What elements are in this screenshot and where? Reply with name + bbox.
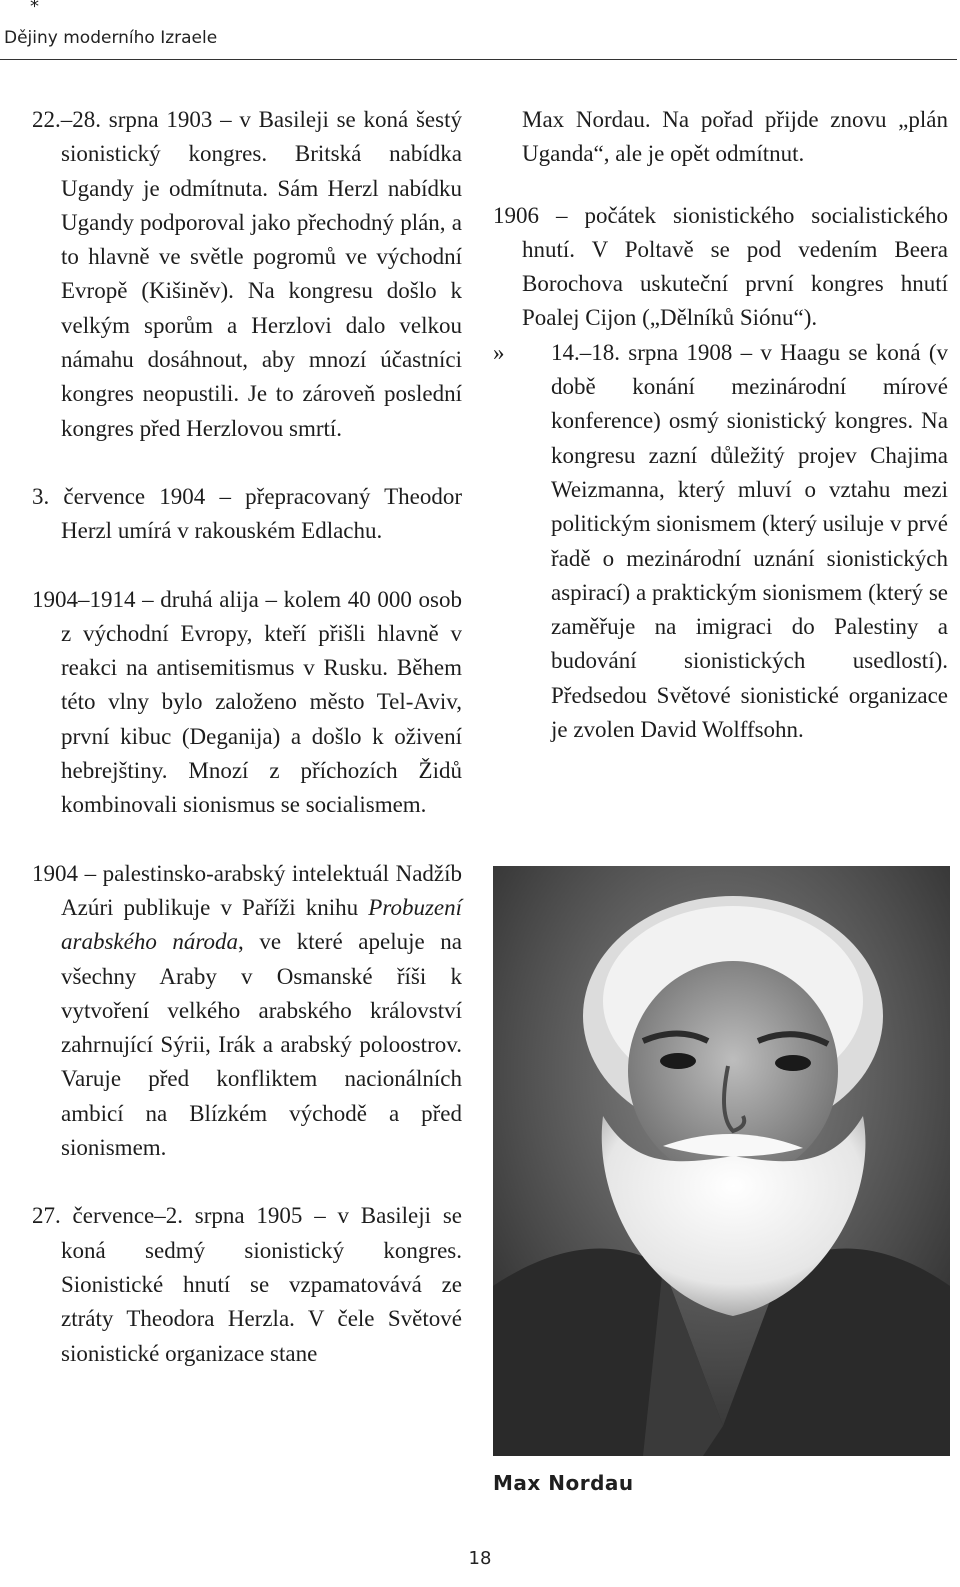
- entry-1904-azuri-text-a: 1904 – palestinsko-arabský intelektuál Nadžíb Azúri publikuje v Paříži knihu: [32, 860, 462, 920]
- entry-1903-congress: 22.–28. srpna 1903 – v Basileji se koná šestý sionistický kongres. Britská nabídka Ugandy je odmítnuta. Sám Herzl nabídku Ugandy podporoval jako přechodný plán, a to hlavně ve světle pogromů ve východní Evropě (Kišiněv). Na kongresu došlo k velkým sporům a Herzlovi dalo velkou námahu dosáhnout, aby mnozí účastníci kongres neopustili. Je to zároveň poslední kongres před Herzlovou smrtí.: [32, 107, 462, 441]
- entry-1908-congress: [493, 336, 948, 748]
- entry-1904-azuri-text-b: , ve které apeluje na všechny Araby v Osmanské říši k vytvoření velkého arabského království zahrnující Sýrii, Irák a arabský poloostrov. Varuje před konfliktem nacionálních ambicí na Blízkém východě a před sionismem.: [61, 929, 462, 1161]
- portrait-photo: [493, 866, 950, 1456]
- running-header-title: Dějiny moderního Izraele: [4, 28, 218, 48]
- photo-caption: Max Nordau: [493, 1471, 634, 1495]
- bullet-marker: »: [493, 339, 505, 365]
- entry-second-aliyah: 1904–1914 – druhá alija – kolem 40 000 osob z východní Evropy, kteří přišli hlavně v reakci na antisemitismus v Rusku. Během této vlny bylo založeno město Tel-Aviv, první kibuc (Deganija) a došlo k oživení hebrejštiny. Mnozí z příchozích Židů kombinovali sionismus se socialismem.: [32, 586, 462, 818]
- entry-1905-continuation: Max Nordau. Na pořad přijde znovu „plán Uganda“, ale je opět odmítnut.: [522, 107, 948, 167]
- entry-1904-azuri: [32, 857, 462, 1166]
- entry-1908-text: 14.–18. srpna 1908 – v Haagu se koná (v době konání mezinárodní mírové konference) osmý sionistický kongres. Na kongresu zazní důležitý projev Chajima Weizmanna, který mluví o vztahu mezi politickým sionismem (který usiluje v prvé řadě o mezinárodní uznání sionistických aspirací) a praktickým sionismem (který se zaměřuje na imigraci do Palestiny a budování sionistických usedlostí). Předsedou Světové sionistické organizace je zvolen David Wolffsohn.: [551, 339, 948, 743]
- entry-1905-congress: 27. července–2. srpna 1905 – v Basileji se koná sedmý sionistický kongres. Sionistické hnutí se vzpamatovává ze ztráty Theodora Herzla. V čele Světové sionistické organizace stane: [32, 1203, 462, 1366]
- header-rule: [0, 59, 957, 60]
- right-column: [493, 103, 948, 747]
- header-marker: *: [30, 0, 39, 17]
- left-column: [32, 103, 462, 1371]
- entry-1904-herzl-death: 3. července 1904 – přepracovaný Theodor Herzl umírá v rakouském Edlachu.: [32, 483, 462, 544]
- portrait-image: [493, 866, 950, 1456]
- page-number: 18: [468, 1548, 492, 1569]
- entry-1906-poalej-cijon: 1906 – počátek sionistického socialistického hnutí. V Poltavě se pod vedením Beera Borochova uskuteční první kongres hnutí Poalej Cijon („Dělníků Siónu“).: [493, 202, 948, 331]
- book-title: Probuzení arabského národa: [61, 894, 462, 955]
